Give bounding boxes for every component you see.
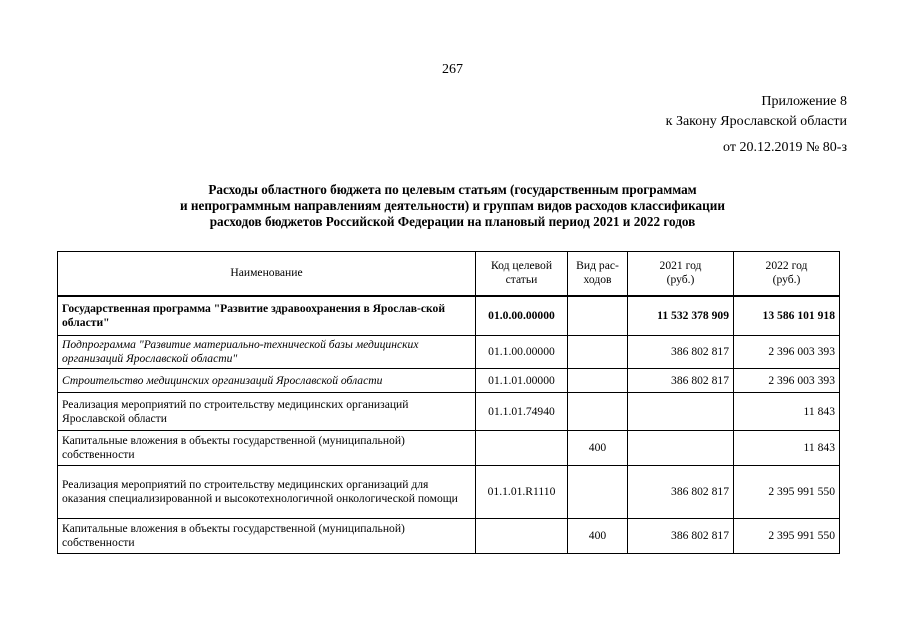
table-row <box>58 369 840 393</box>
page-number: 267 <box>442 62 463 77</box>
cell-2022: 11 843 <box>734 393 840 431</box>
table-row <box>58 296 840 336</box>
cell-name: Строительство медицинских организаций Ярославской области <box>58 369 476 393</box>
cell-code: 01.1.01.74940 <box>476 393 568 431</box>
table-row <box>58 466 840 519</box>
header-name: Наименование <box>58 252 476 296</box>
cell-type: 400 <box>568 431 628 466</box>
cell-2021: 386 802 817 <box>628 336 734 369</box>
cell-code <box>476 431 568 466</box>
cell-2021 <box>628 393 734 431</box>
header-type-line: Вид рас- <box>576 259 619 273</box>
cell-type <box>568 336 628 369</box>
cell-type: 400 <box>568 519 628 554</box>
cell-2022: 11 843 <box>734 431 840 466</box>
appendix-date: от 20.12.2019 № 80-з <box>723 140 847 155</box>
budget-table <box>57 251 840 554</box>
appendix-line: Приложение 8 <box>761 94 847 109</box>
header-type <box>568 252 628 296</box>
header-code-line: Код целевой <box>490 259 553 273</box>
title-line: Расходы областного бюджета по целевым статьям (государственным программам <box>208 182 697 197</box>
cell-2021: 386 802 817 <box>628 466 734 519</box>
header-2022-line: 2022 год <box>765 259 808 273</box>
cell-type <box>568 296 628 336</box>
header-2022-line: (руб.) <box>772 273 801 287</box>
header-2021 <box>628 252 734 296</box>
header-2021-line: 2021 год <box>659 259 702 273</box>
cell-2022: 2 396 003 393 <box>734 369 840 393</box>
header-2021-line: (руб.) <box>666 273 695 287</box>
cell-2021 <box>628 431 734 466</box>
cell-type <box>568 466 628 519</box>
cell-2021: 11 532 378 909 <box>628 296 734 336</box>
title-line: расходов бюджетов Российской Федерации на плановый период 2021 и 2022 годов <box>209 214 696 229</box>
table-row <box>58 336 840 369</box>
appendix-block <box>666 92 847 158</box>
header-type-line: ходов <box>583 273 612 287</box>
appendix-line: к Закону Ярославской области <box>665 114 847 129</box>
cell-2022: 2 395 991 550 <box>734 466 840 519</box>
cell-type <box>568 369 628 393</box>
cell-code: 01.1.00.00000 <box>476 336 568 369</box>
cell-2021: 386 802 817 <box>628 369 734 393</box>
cell-type <box>568 393 628 431</box>
cell-code: 01.0.00.00000 <box>476 296 568 336</box>
cell-2021: 386 802 817 <box>628 519 734 554</box>
cell-2022: 2 395 991 550 <box>734 519 840 554</box>
cell-name: Реализация мероприятий по строительству медицинских организаций Ярославской области <box>58 393 476 431</box>
table-row <box>58 431 840 466</box>
cell-2022: 2 396 003 393 <box>734 336 840 369</box>
cell-2022: 13 586 101 918 <box>734 296 840 336</box>
cell-code: 01.1.01.R1110 <box>476 466 568 519</box>
cell-name: Государственная программа "Развитие здравоохранения в Ярослав-ской области" <box>58 296 476 336</box>
table-header-row <box>58 252 840 296</box>
title-line: и непрограммным направлениям деятельности) и группам видов расходов классификации <box>180 198 725 213</box>
header-code-line: статьи <box>505 273 538 287</box>
document-title <box>0 182 905 230</box>
cell-code: 01.1.01.00000 <box>476 369 568 393</box>
header-2022 <box>734 252 840 296</box>
cell-code <box>476 519 568 554</box>
table-row <box>58 519 840 554</box>
table-row <box>58 393 840 431</box>
cell-name: Подпрограмма "Развитие материально-технической базы медицинских организаций Ярославской области" <box>58 336 476 369</box>
header-code <box>476 252 568 296</box>
cell-name: Реализация мероприятий по строительству медицинских организаций для оказания специализированной и высокотехнологичной онкологической помощи <box>58 466 476 519</box>
cell-name: Капитальные вложения в объекты государственной (муниципальной) собственности <box>58 431 476 466</box>
cell-name: Капитальные вложения в объекты государственной (муниципальной) собственности <box>58 519 476 554</box>
